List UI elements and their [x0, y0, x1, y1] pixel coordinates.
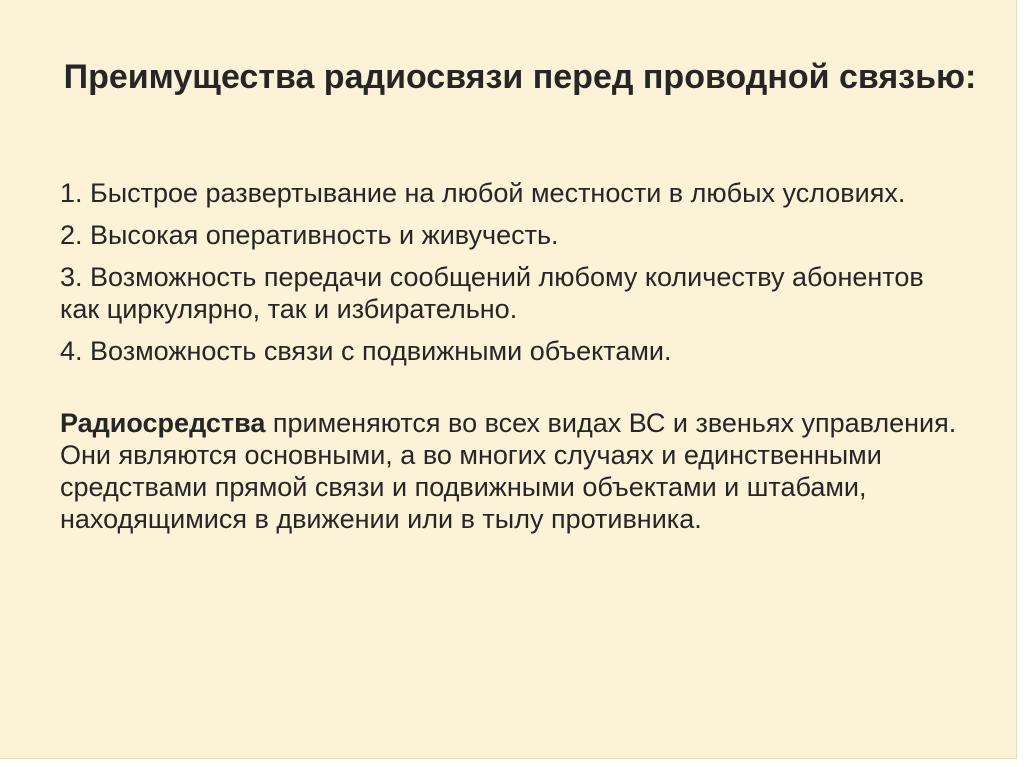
paragraph-text: применяются во всех видах ВС и звеньях управления. Они являются основными, а во многих случаях и единственными средствами прямой связи и подвижными объектами и штабами, находящимися в движении или в тылу противника.: [60, 408, 957, 534]
list-item-4: 4. Возможность связи с подвижными объектами.: [60, 336, 672, 366]
paragraph: [60, 407, 960, 535]
slide-title: Преимущества радиосвязи перед проводной связью:: [63, 58, 977, 96]
list-item-1: 1. Быстрое развертывание на любой местности в любых условиях.: [60, 178, 906, 208]
paragraph-lead: Радиосредства: [60, 408, 266, 438]
list-item-2: 2. Высокая оперативность и живучесть.: [60, 220, 559, 250]
list-item-3: 3. Возможность передачи сообщений любому количеству абонентов как циркулярно, так и избирательно.: [60, 262, 924, 324]
slide-body: [60, 177, 960, 535]
